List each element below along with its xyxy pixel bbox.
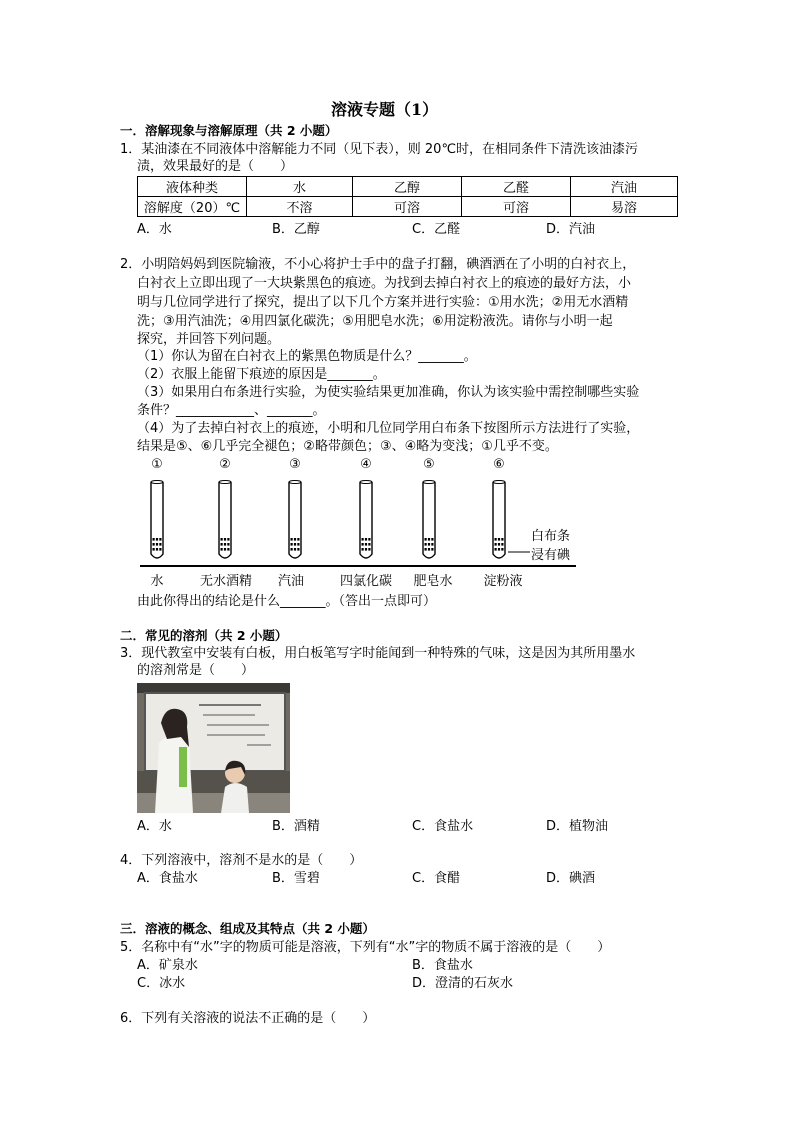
q1-option-b: B．乙醇 — [272, 222, 320, 237]
q2-line-2: 白衬衣上立即出现了一大块紫黑色的痕迹。为找到去掉白衬衣上的痕迹的最好方法，小 — [137, 276, 632, 291]
tube-label-1: 水 — [150, 574, 164, 589]
table-cell: 可溶 — [462, 197, 571, 217]
q4-option-d: D．碘酒 — [546, 871, 596, 886]
table-cell: 水 — [247, 177, 353, 197]
q1-option-d: D．汽油 — [546, 222, 596, 237]
table-cell: 液体种类 — [138, 177, 247, 197]
tube-number-1: ① — [151, 457, 163, 472]
q2-line-5: 探究，并回答下列问题。 — [137, 332, 281, 347]
q3-option-a: A．水 — [137, 819, 172, 834]
section-heading-2: 二．常见的溶剂（共 2 小题） — [120, 628, 288, 643]
q5-text: 5．名称中有“水”字的物质可能是溶液，下列有“水”字的物质不属于溶液的是（ ） — [120, 940, 611, 955]
tube-label-6: 淀粉液 — [483, 574, 523, 589]
q2-line-1: 2．小明陪妈妈到医院输液，不小心将护士手中的盘子打翻，碘酒洒在了小明的白衬衣上， — [120, 257, 636, 272]
q2-sub-2: （2）衣服上能留下痕迹的原因是_______。 — [137, 367, 386, 382]
table-cell: 可溶 — [353, 197, 462, 217]
q3-line-2: 的溶剂常是（ ） — [137, 663, 255, 678]
q2-conclusion: 由此你得出的结论是什么_______。（答出一点即可） — [137, 594, 437, 609]
test-tube — [289, 481, 301, 559]
q3-option-c: C．食盐水 — [412, 819, 474, 834]
table-cell: 易溶 — [571, 197, 678, 217]
table-cell: 溶解度（20）℃ — [138, 197, 247, 217]
q2-line-4: 洗；③用汽油洗；④用四氯化碳洗；⑤用肥皂水洗；⑥用淀粉液洗。请你与小明一起 — [137, 314, 613, 329]
table-cell: 汽油 — [571, 177, 678, 197]
tube-label-3: 汽油 — [277, 574, 304, 589]
strip-label-1: 白布条 — [531, 529, 571, 544]
q4-text: 4．下列溶液中，溶剂不是水的是（ ） — [120, 853, 363, 868]
strip-label-2: 浸有碘 — [531, 548, 571, 563]
q6-text: 6．下列有关溶液的说法不正确的是（ ） — [120, 1011, 376, 1026]
test-tubes — [151, 481, 505, 559]
table-cell: 乙醛 — [462, 177, 571, 197]
table-cell: 乙醇 — [353, 177, 462, 197]
page-title: 溶液专题（1） — [331, 100, 439, 119]
table-row — [138, 197, 678, 217]
q4-option-b: B．雪碧 — [272, 871, 320, 886]
q2-sub-3b: 条件？____________、_______。 — [137, 403, 326, 418]
q2-line-3: 明与几位同学进行了探究，提出了以下几个方案并进行实验：①用水洗；②用无水酒精 — [137, 295, 629, 310]
tube-label-5: 肥皂水 — [413, 574, 453, 589]
tube-label-2: 无水酒精 — [199, 574, 252, 589]
q3-option-b: B．酒精 — [272, 819, 320, 834]
test-tube — [360, 481, 372, 559]
table-cell: 不溶 — [247, 197, 353, 217]
q5-option-a: A．矿泉水 — [137, 958, 198, 973]
q4-option-c: C．食醋 — [412, 871, 461, 886]
q2-sub-4: （4）为了去掉白衬衣上的痕迹，小明和几位同学用白布条下按图所示方法进行了实验， — [137, 421, 640, 436]
classroom-whiteboard-photo — [137, 683, 290, 813]
test-tube — [219, 481, 231, 559]
q3-line-1: 3．现代教室中安装有白板，用白板笔写字时能闻到一种特殊的气味，这是因为其所用墨水 — [120, 646, 636, 661]
q2-sub-4b: 结果是⑤、⑥几乎完全褪色；②略带颜色；③、④略为变浅；①几乎不变。 — [137, 439, 558, 454]
test-tube — [423, 481, 435, 559]
tube-number-5: ⑤ — [423, 457, 435, 472]
section-heading-1: 一．溶解现象与溶解原理（共 2 小题） — [120, 123, 338, 138]
q3-option-d: D．植物油 — [546, 819, 609, 834]
solubility-table — [137, 176, 678, 217]
q1-option-c: C．乙醛 — [412, 222, 461, 237]
table-header-row — [138, 177, 678, 197]
q2-sub-3: （3）如果用白布条进行实验，为使实验结果更加准确，你认为该实验中需控制哪些实验 — [137, 385, 640, 400]
test-tube-diagram — [130, 474, 590, 574]
q1-line-2: 渍，效果最好的是（ ） — [137, 159, 294, 174]
q2-sub-1: （1）你认为留在白衬衣上的紫黑色物质是什么？_______。 — [137, 349, 477, 364]
q1-line-1: 1．某油漆在不同液体中溶解能力不同（见下表），则 20℃时，在相同条件下清洗该油漆污 — [120, 142, 639, 157]
tube-number-6: ⑥ — [493, 457, 505, 472]
test-tube — [151, 481, 163, 559]
q5-option-b: B．食盐水 — [412, 958, 473, 973]
tube-label-4: 四氯化碳 — [339, 574, 392, 589]
q5-option-c: C．冰水 — [137, 976, 186, 991]
tube-number-2: ② — [219, 457, 231, 472]
q1-option-a: A．水 — [137, 222, 172, 237]
test-tube — [493, 481, 505, 559]
q4-option-a: A．食盐水 — [137, 871, 198, 886]
section-heading-3: 三．溶液的概念、组成及其特点（共 2 小题） — [120, 921, 375, 936]
tube-number-4: ④ — [360, 457, 372, 472]
q5-option-d: D．澄清的石灰水 — [412, 976, 514, 991]
tube-number-3: ③ — [289, 457, 301, 472]
